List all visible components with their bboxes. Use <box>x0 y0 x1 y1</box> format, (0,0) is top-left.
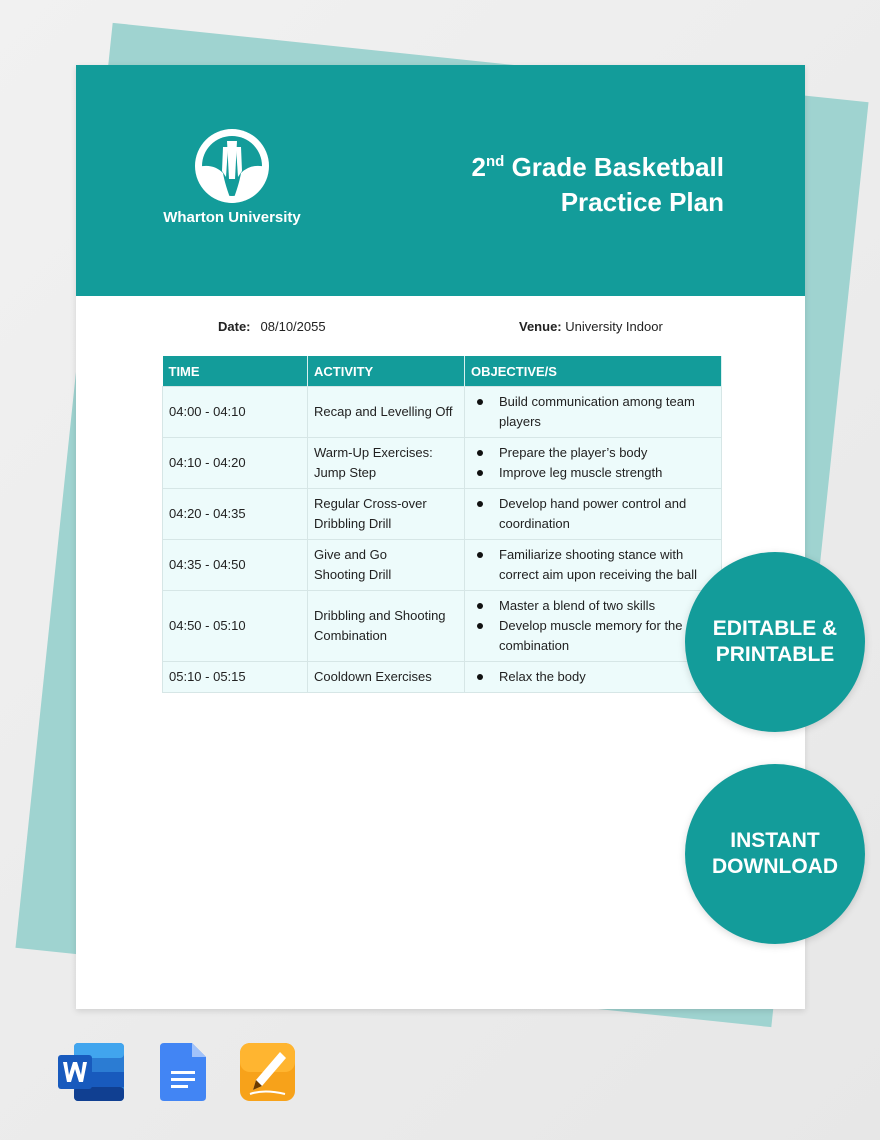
time-cell: 04:20 - 04:35 <box>163 489 308 540</box>
time-cell: 05:10 - 05:15 <box>163 662 308 693</box>
objective-item: Relax the body <box>493 667 715 687</box>
objectives-cell <box>465 591 722 662</box>
activity-line: Recap and Levelling Off <box>314 404 453 419</box>
table-header-row <box>163 356 722 387</box>
activity-cell <box>308 489 465 540</box>
objectives-cell <box>465 387 722 438</box>
badge-line: PRINTABLE <box>715 643 835 666</box>
title-grade-number: 2 <box>471 152 487 182</box>
date-label: Date: <box>218 319 251 334</box>
activity-line: Jump Step <box>314 465 377 480</box>
pages-icon[interactable] <box>240 1043 295 1101</box>
university-name: Wharton University <box>163 209 301 226</box>
objectives-cell <box>465 438 722 489</box>
header-objectives: OBJECTIVE/S <box>465 356 722 387</box>
badge-line: DOWNLOAD <box>712 855 838 878</box>
word-icon[interactable] <box>58 1043 126 1101</box>
time-cell: 04:50 - 05:10 <box>163 591 308 662</box>
objective-item: Develop hand power control and coordination <box>493 494 715 534</box>
time-cell: 04:00 - 04:10 <box>163 387 308 438</box>
activity-line: Regular Cross-over <box>314 496 427 511</box>
venue-value: University Indoor <box>565 319 663 334</box>
activity-line: Cooldown Exercises <box>314 669 432 684</box>
objective-item: Master a blend of two skills <box>493 596 715 616</box>
activity-cell <box>308 387 465 438</box>
table-row <box>163 387 722 438</box>
activity-cell <box>308 591 465 662</box>
activity-cell <box>308 662 465 693</box>
document-title <box>472 150 724 220</box>
badge-line: INSTANT <box>730 829 820 852</box>
activity-cell <box>308 438 465 489</box>
university-emblem-icon <box>193 127 271 205</box>
university-logo <box>162 127 302 226</box>
title-line1: Grade Basketball <box>504 152 724 182</box>
table-row <box>163 540 722 591</box>
objective-item: Familiarize shooting stance with correct aim upon receiving the ball <box>493 545 715 585</box>
time-cell: 04:10 - 04:20 <box>163 438 308 489</box>
date-field <box>218 319 326 334</box>
google-docs-icon[interactable] <box>160 1043 206 1101</box>
activity-line: Dribbling and Shooting <box>314 608 446 623</box>
editable-printable-badge <box>685 552 865 732</box>
header-time: TIME <box>163 356 308 387</box>
objectives-cell <box>465 662 722 693</box>
objectives-cell <box>465 489 722 540</box>
activity-line: Shooting Drill <box>314 567 392 582</box>
objective-item: Prepare the player’s body <box>493 443 715 463</box>
venue-label: Venue: <box>519 319 562 334</box>
practice-plan-table <box>162 356 722 693</box>
objective-item: Develop muscle memory for the combination <box>493 616 715 656</box>
time-cell: 04:35 - 04:50 <box>163 540 308 591</box>
table-row <box>163 662 722 693</box>
table-row <box>163 438 722 489</box>
objectives-cell <box>465 540 722 591</box>
activity-line: Give and Go <box>314 547 387 562</box>
activity-line: Combination <box>314 628 387 643</box>
badge-line: EDITABLE & <box>712 617 838 640</box>
header-activity: ACTIVITY <box>308 356 465 387</box>
instant-download-badge <box>685 764 865 944</box>
objective-item: Build communication among team players <box>493 392 715 432</box>
venue-field <box>519 319 663 334</box>
objective-item: Improve leg muscle strength <box>493 463 715 483</box>
title-line2: Practice Plan <box>560 187 724 217</box>
date-value: 08/10/2055 <box>260 319 326 334</box>
activity-line: Warm-Up Exercises: <box>314 445 433 460</box>
activity-line: Dribbling Drill <box>314 516 392 531</box>
table-row <box>163 489 722 540</box>
activity-cell <box>308 540 465 591</box>
title-grade-suffix: nd <box>486 153 505 170</box>
table-row <box>163 591 722 662</box>
document-header <box>76 65 805 296</box>
